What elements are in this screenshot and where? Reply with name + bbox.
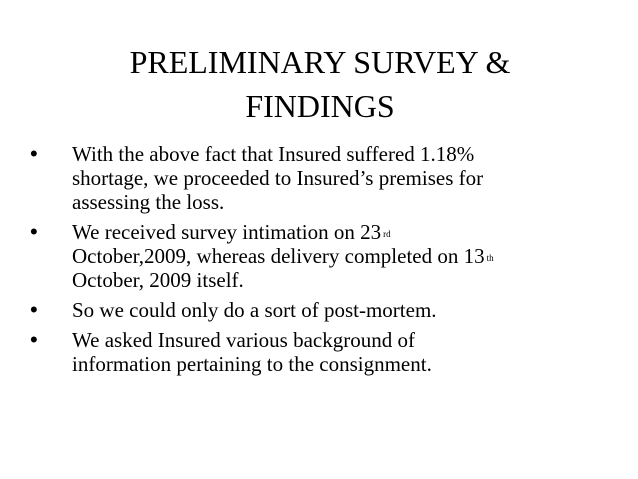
bullet-icon: •: [30, 141, 38, 166]
bullet-item-4: [30, 328, 610, 376]
title-line-2: FINDINGS: [245, 88, 395, 124]
bullet-4-line-1: We asked Insured various background of: [72, 328, 415, 352]
bullet-1-line-1: With the above fact that Insured suffered 1.18%: [72, 142, 475, 166]
bullet-item-3: [30, 298, 610, 322]
bullet-2-line-1-text: We received survey intimation on 23: [72, 220, 382, 244]
bullet-1-line-2: shortage, we proceeded to Insured’s premises for: [72, 166, 484, 190]
bullet-2-line-2: [72, 244, 610, 268]
ordinal-suffix-th: th: [486, 253, 494, 263]
bullet-1-line-3: assessing the loss.: [72, 190, 225, 214]
bullet-2-line-3: October, 2009 itself.: [72, 268, 244, 292]
slide-title: [40, 40, 600, 128]
bullet-2-line-1: [72, 220, 610, 244]
bullet-4-line-2: information pertaining to the consignment.: [72, 352, 432, 376]
bullet-item-1: [30, 142, 610, 214]
bullet-icon: •: [30, 297, 38, 322]
bullet-2-line-2-text: October,2009, whereas delivery completed on 13: [72, 244, 485, 268]
title-line-1: PRELIMINARY SURVEY &: [129, 44, 511, 80]
bullet-icon: •: [30, 327, 38, 352]
bullet-icon: •: [30, 219, 38, 244]
bullet-list: [30, 142, 610, 382]
ordinal-suffix-rd: rd: [383, 229, 391, 239]
bullet-3-line-1: So we could only do a sort of post-mortem.: [72, 298, 437, 322]
bullet-item-2: [30, 220, 610, 292]
